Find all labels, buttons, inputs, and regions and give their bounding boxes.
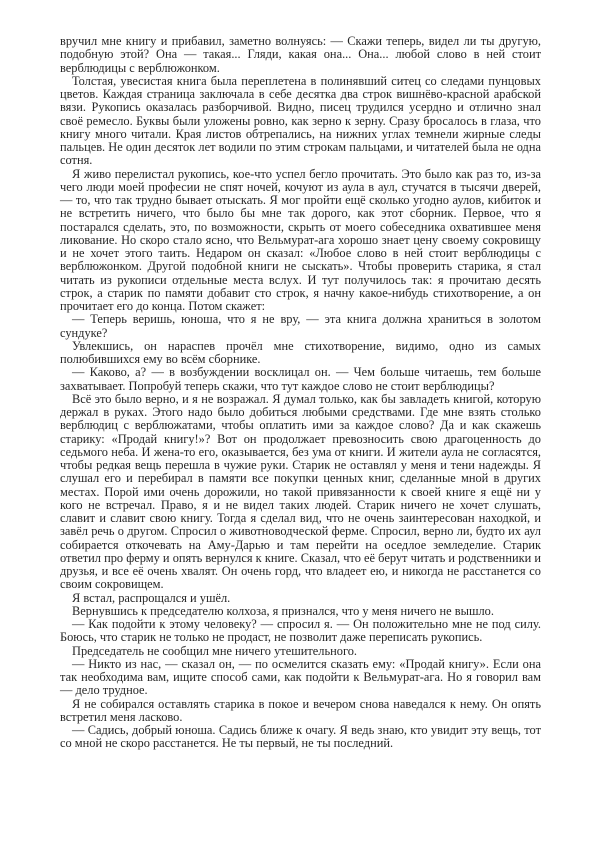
paragraph: Я не собирался оставлять старика в покое и вечером снова наведался к нему. Он опять встретил меня ласково. — [60, 696, 541, 724]
paragraph: Толстая, увесистая книга была переплетена в полинявший ситец со следами пунцовых цветов. Каждая страница заключала в себе десятка два строк вишнёво-красной арабской вязи. Рукопись оказалась разборчивой. Видно, писец трудился усердно и отлично знал своё ремесло. Буквы были уложены ровно, как зерно к зерну. Сразу бросалось в глаза, что книгу много читали. Края листов обтрепались, на нижних углах темнели жирные следы пальцев. Не один десяток лет водили по этим строкам пальцами, и читателей была не одна сотня. — [60, 73, 541, 168]
paragraph: Вернувшись к председателю колхоза, я признался, что у меня ничего не вышло. — [72, 603, 494, 618]
paragraph: Я живо перелистал рукопись, кое-что успел бегло прочитать. Это было как раз то, из-за чего люди моей професии не спят ночей, кочуют из аула в аул, стучатся в тысячи дверей, — то, что так трудно бывает отыскать. Я мог пройти ещё сколько угодно аулов, кибиток и не встретить ничего, что было бы мне так дорого, как этот сборник. Первое, что я постарался сделать, это, по возможности, скрыть от моего собеседника охватившее меня ликование. Но скоро стало ясно, что Вельмурат-ага хорошо знает цену своему сокровищу и не хочет этого таить. Недаром он сказал: «Любое слово в ней стоит верблюдицы с верблюжонком. Другой подобной книги не сыскать». Чтобы проверить старика, я стал читать из рукописи отдельные места вслух. И тут получилось так: я прочитаю десять строк, а старик по памяти добавит сто строк, я начну какое-нибудь стихотворение, а он прочитает его до конца. Потом скажет: — [60, 166, 541, 313]
paragraph: Всё это было верно, и я не возражал. Я думал только, как бы завладеть книгой, которую держал в руках. Этого надо было добиться любыми средствами. Где мне взять столько верблюдиц с верблюжатами, чтобы оплатить ими за каждое слово? Да и как скажешь старику: «Продай книгу!»? Вот он продолжает превозносить свою драгоценность до седьмого неба. И жена-то его, оказывается, без ума от книги. И жители аула не согласятся, чтобы редкая вещь перешла в чужие руки. Старик не оставлял у меня и тени надежды. Я слушал его и перебирал в памяти все покупки ценных книг, сделанные мной в других местах. Порой ими очень дорожили, но такой привязанности к своей книге я ещё ни у кого не встречал. Право, я и не видел таких людей. Старик ничего не хочет слушать, славит и славит свою книгу. Тогда я сделал вид, что не очень заинтересован находкой, и завёл речь о другом. Спросил о животноводческой ферме. Спросил, верно ли, будто их аул собирается откочевать на Аму-Дарью и там перейти на оседлое земледелие. Старик ответил про ферму и опять вернулся к книге. Сказал, что её берут читать и родственники и друзья, и все её очень хвалят. Он очень горд, что владеет ею, и никогда не расстанется со своим сокровищем. — [60, 391, 541, 592]
paragraph: вручил мне книгу и прибавил, заметно волнуясь: — Скажи теперь, видел ли ты другую, подобную этой? Она — такая... Гляди, какая она... Она... любой слово в ней стоит верблюдицы с верблюжонком. — [60, 34, 541, 75]
paragraph: Я встал, распрощался и ушёл. — [72, 590, 231, 605]
paragraph: — Как подойти к этому человеку? — спросил я. — Он положительно мне не под силу. Боюсь, что старик не только не продаст, не позволит даже переписать рукопись. — [60, 617, 541, 645]
paragraph: — Теперь веришь, юноша, что я не вру, — эта книга должна храниться в золотом сундуке? — [60, 312, 541, 340]
document-page — [60, 35, 541, 751]
paragraph: — Никто из нас, — сказал он, — по осмелится сказать ему: «Продай книгу». Если она так необходима вам, ищите способ сами, как подойти к Вельмурат-ага. Но я говорил вам — дело трудное. — [60, 656, 541, 698]
paragraph: Председатель не сообщил мне ничего утешительного. — [72, 643, 358, 658]
paragraph: — Садись, добрый юноша. Садись ближе к очагу. Я ведь знаю, кто увидит эту вещь, тот со мной не скоро расстанется. Не ты первый, не ты последний. — [60, 723, 541, 751]
paragraph: — Каково, а? — в возбуждении восклицал он. — Чем больше читаешь, тем больше захватывает. Попробуй теперь скажи, что тут каждое слово не стоит верблюдицы? — [60, 365, 541, 393]
paragraph: Увлекшись, он нараспев прочёл мне стихотворение, видимо, одно из самых полюбившихся ему во всём сборнике. — [60, 338, 541, 366]
